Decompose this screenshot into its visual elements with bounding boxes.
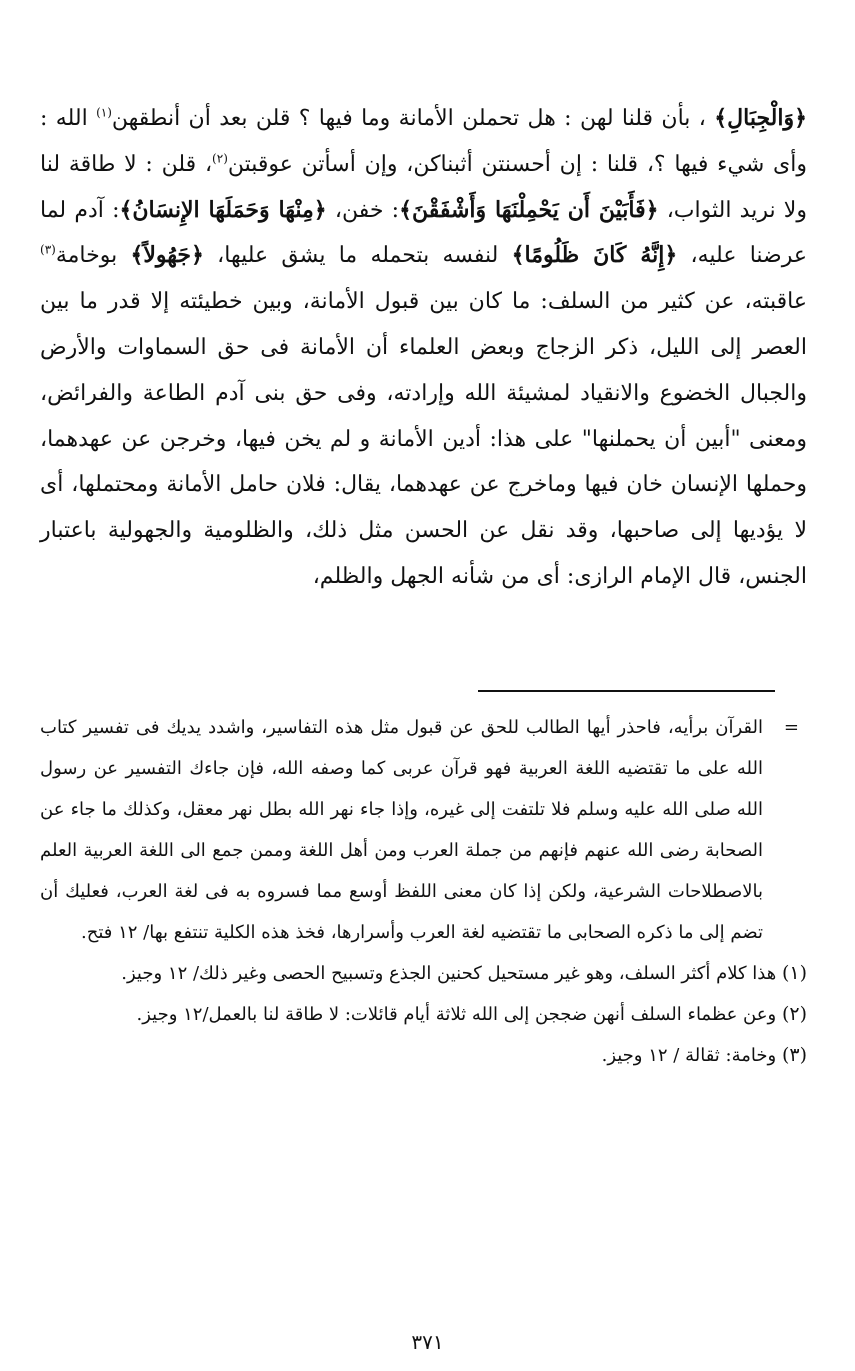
footnotes bbox=[40, 707, 807, 1076]
footnote-text: وخامة: ثقالة / ١٢ وجيز. bbox=[601, 1045, 777, 1066]
text-segment: : آدم لما عرضنا عليه، bbox=[40, 197, 807, 269]
text-segment: بوخامة bbox=[55, 243, 118, 269]
text-segment: ، بأن قلنا لهن : هل تحملن الأمانة وما فيها ؟ قلن بعد أن أنطقهن bbox=[111, 106, 706, 131]
text-segment: عاقبته، عن كثير من السلف: ما كان بين قبول الأمانة، وبين خطيئته إلا قدر ما بين العصر إلى الليل، ذكر الزجاج وبعض العلماء أن الأمانة فى حق السماوات والأرض والجبال الخضوع والانقياد لمشيئة الله وإرادته، وفى حق بنى آدم الطاعة والفرائض، ومعنى "أبين أن يحملنها" على هذا: أدين الأمانة و لم يخن فيها، وخرجن عن عهدهما، وحملها الإنسان خان فيها وماخرج عن عهدهما، يقال: فلان حامل الأمانة ومحتملها، أى لا يؤديها إلى صاحبها، وقد نقل عن الحسن مثل ذلك، والظلومية والجهولية باعتبار الجنس، قال الإمام الرازى: أى من شأنه الجهل والظلم، bbox=[40, 289, 807, 589]
footnote-ref-3[interactable]: (٣) bbox=[40, 243, 56, 258]
footnote-3 bbox=[40, 1035, 807, 1076]
footnote-number: (١) bbox=[781, 962, 807, 984]
text-segment: لنفسه بتحمله ما يشق عليها، bbox=[217, 243, 499, 269]
continuation-marker: = bbox=[783, 717, 799, 738]
quran-quote-unjust: ﴿إِنَّهُ كَانَ ظَلُومًا﴾ bbox=[511, 242, 678, 269]
footnote-ref-2[interactable]: (٢) bbox=[212, 151, 228, 166]
footnote-continued bbox=[40, 707, 807, 953]
quran-quote-ignorant: ﴿جَهُولاً﴾ bbox=[130, 242, 204, 269]
quran-quote-mountains: ﴿وَالْجِبَالِ﴾ bbox=[714, 105, 807, 131]
footnote-number: (٢) bbox=[781, 1003, 807, 1025]
footnote-number: (٣) bbox=[781, 1044, 807, 1066]
quran-quote-refused: ﴿فَأَبَيْنَ أَن يَحْمِلْنَهَا وَأَشْفَقْنَ﴾ bbox=[399, 196, 659, 223]
main-text bbox=[40, 96, 807, 600]
footnote-1 bbox=[40, 953, 807, 994]
text-segment: ، قلن : لا طاقة لنا ولا نريد الثواب، bbox=[40, 151, 807, 223]
footnote-text: هذا كلام أكثر السلف، وهو غير مستحيل كحنين الجذع وتسبيح الحصى وغير ذلك/ ١٢ وجيز. bbox=[121, 963, 777, 984]
footnote-2 bbox=[40, 994, 807, 1035]
page-number: ٣٧١ bbox=[411, 1330, 444, 1354]
quran-quote-bore: ﴿مِنْهَا وَحَمَلَهَا الإِنسَانُ﴾ bbox=[119, 196, 327, 223]
text-segment: الله : وأى شيء فيها ؟، قلنا : إن أحسنتن أثبناكن، وإن أسأتن عوقبتن bbox=[40, 106, 807, 177]
footnote-text: وعن عظماء السلف أنهن ضججن إلى الله ثلاثة أيام قائلات: لا طاقة لنا بالعمل/١٢ وجيز. bbox=[136, 1004, 777, 1025]
footnote-separator bbox=[478, 690, 775, 692]
text-segment: : خفن، bbox=[334, 197, 400, 223]
footnote-ref-1[interactable]: (١) bbox=[96, 105, 112, 120]
footnote-text: القرآن برأيه، فاحذر أيها الطالب للحق عن قبول مثل هذه التفاسير، واشدد يديك فى تفسير كتاب الله على ما تقتضيه اللغة العربية فهو قرآن عربى كما وصفه الله، فإن جاءك التفسير عن رسول الله صلى الله عليه وسلم فلا تلتفت إلى غيره، وإذا جاء نهر الله بطل نهر معقل، وكذلك ما جاء عن الصحابة رضى الله عنهم فإنهم من جملة العرب ومن أهل اللغة وممن جمع الى اللغة العربية العلم بالاصطلاحات الشرعية، ولكن إذا كان معنى اللفظ أوسع مما فسروه به فى لغة العرب، فعليك أن تضم إلى ما ذكره الصحابى ما تقتضيه لغة العرب وأسرارها، فخذ هذه الكلية تنتفع بها/ ١٢ فتح. bbox=[40, 717, 763, 943]
